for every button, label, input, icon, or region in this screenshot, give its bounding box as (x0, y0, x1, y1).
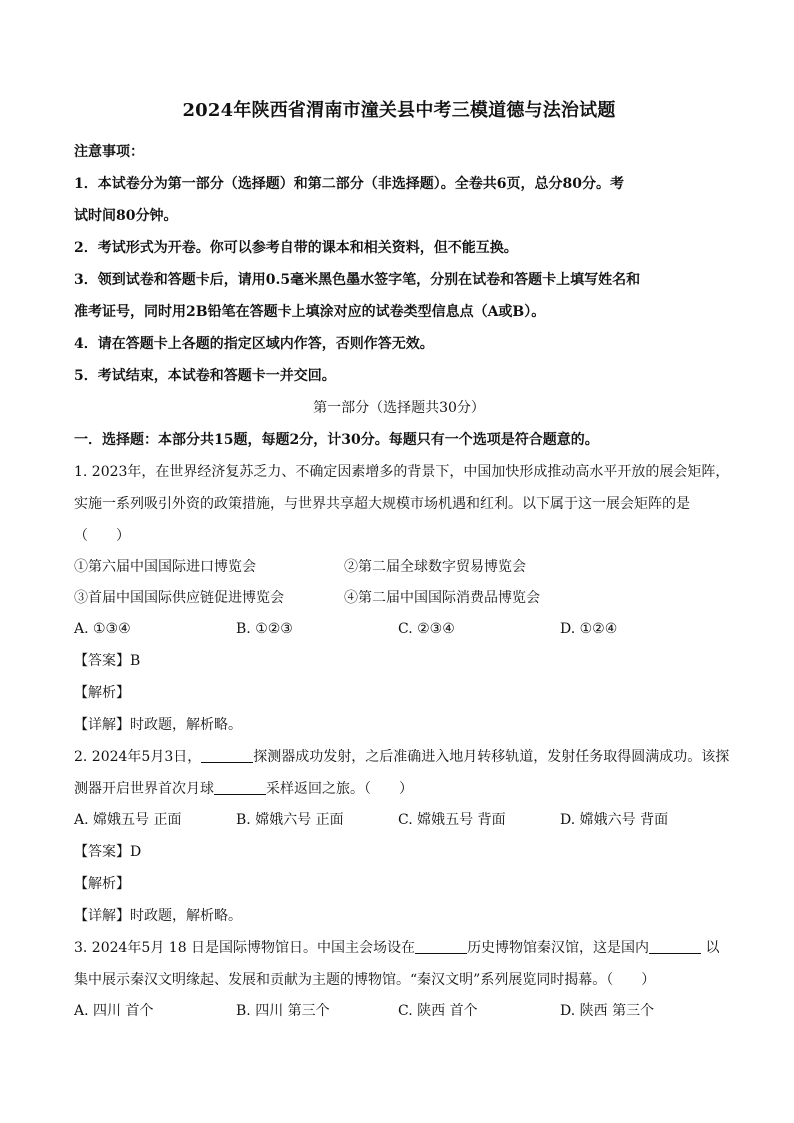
statement-item: ④第二届中国国际消费品博览会 (344, 590, 540, 606)
detail: 【详解】时政题，解析略。 (74, 908, 242, 924)
statement-item: ①第六届中国国际进口博览会 (74, 559, 256, 575)
option-a: A. ①③④ (74, 621, 131, 637)
notice-item: 2．考试形式为开卷。你可以参考自带的课本和相关资料，但不能互换。 (74, 240, 518, 256)
notice-item: 4．请在答题卡上各题的指定区域内作答，否则作答无效。 (74, 336, 434, 352)
question-text-part: 测器开启世界首次月球 (74, 781, 214, 797)
option-c: C. 陕西 首个 (398, 1003, 478, 1019)
question-text: 1. 2023年，在世界经济复苏乏力、不确定因素增多的背景下，中国加快形成推动高水平开放的展会矩阵， (74, 464, 730, 480)
statement-row (74, 583, 724, 614)
option-row (74, 805, 724, 836)
option-c: C. 嫦娥五号 背面 (398, 812, 506, 828)
fill-blank (201, 748, 253, 763)
question-text-part: 历史博物馆秦汉馆，这是国内 (467, 940, 650, 956)
question-3 (74, 932, 724, 1027)
analysis: 【解析】 (74, 685, 130, 701)
part-heading: 第一部分（选择题共30分） (313, 400, 485, 416)
notice-item: 1．本试卷分为第一部分（选择题）和第二部分（非选择题）。全卷共6页，总分80分。考 (74, 176, 624, 192)
fill-blank (214, 780, 266, 795)
question-text-part: 以 (701, 940, 720, 956)
question-2 (74, 741, 730, 932)
option-d: D. 陕西 第三个 (560, 1003, 655, 1019)
option-d: D. ①②④ (560, 621, 618, 637)
question-text (74, 932, 724, 964)
notice-heading: 注意事项： (74, 144, 144, 160)
question-text: 集中展示秦汉文明缘起、发展和贡献为主题的博物馆。“秦汉文明”系列展览同时揭幕。（ ） (74, 972, 656, 988)
statement-row (74, 552, 724, 583)
fill-blank (649, 939, 701, 954)
question-1 (74, 456, 730, 741)
option-a: A. 嫦娥五号 正面 (74, 812, 182, 828)
section-heading: 一．选择题：本部分共15题，每题2分，计30分。每题只有一个选项是符合题意的。 (74, 432, 599, 448)
option-b: B. 四川 第三个 (236, 1003, 330, 1019)
question-text (74, 741, 730, 773)
notice-item: 试时间80分钟。 (74, 208, 178, 224)
detail: 【详解】时政题，解析略。 (74, 717, 242, 733)
option-row (74, 996, 724, 1027)
document-page (74, 96, 730, 1027)
statement-item: ②第二届全球数字贸易博览会 (344, 559, 526, 575)
question-text: 实施一系列吸引外资的政策措施，与世界共享超大规模市场机遇和红利。以下属于这一展会矩阵的是 (74, 496, 690, 512)
notice-item: 准考证号，同时用2B铅笔在答题卡上填涂对应的试卷类型信息点（A或B）。 (74, 304, 546, 320)
notice-item: 5．考试结束，本试卷和答题卡一并交回。 (74, 368, 336, 384)
option-c: C. ②③④ (398, 621, 455, 637)
statement-item: ③首届中国国际供应链促进博览会 (74, 590, 284, 606)
fill-blank (415, 939, 467, 954)
page-title: 2024年陕西省渭南市潼关县中考三模道德与法治试题 (182, 100, 616, 121)
answer: 【答案】D (74, 844, 142, 860)
option-b: B. 嫦娥六号 正面 (236, 812, 344, 828)
question-text-part: 2. 2024年5月3日， (74, 749, 202, 765)
option-row (74, 614, 724, 645)
question-text-part: 探测器成功发射，之后准确进入地月转移轨道，发射任务取得圆满成功。该探 (253, 749, 730, 765)
option-a: A. 四川 首个 (74, 1003, 154, 1019)
question-text: （ ） (74, 528, 130, 544)
option-d: D. 嫦娥六号 背面 (560, 812, 669, 828)
question-text-part: 采样返回之旅。（ ） (266, 781, 413, 797)
question-text (74, 773, 724, 805)
question-text-part: 3. 2024年5月 18 日是国际博物馆日。中国主会场设在 (74, 940, 416, 956)
notice-item: 3．领到试卷和答题卡后，请用0.5毫米黑色墨水签字笔，分别在试卷和答题卡上填写姓名和 (74, 272, 641, 288)
option-b: B. ①②③ (236, 621, 293, 637)
answer: 【答案】B (74, 653, 141, 669)
analysis: 【解析】 (74, 876, 130, 892)
